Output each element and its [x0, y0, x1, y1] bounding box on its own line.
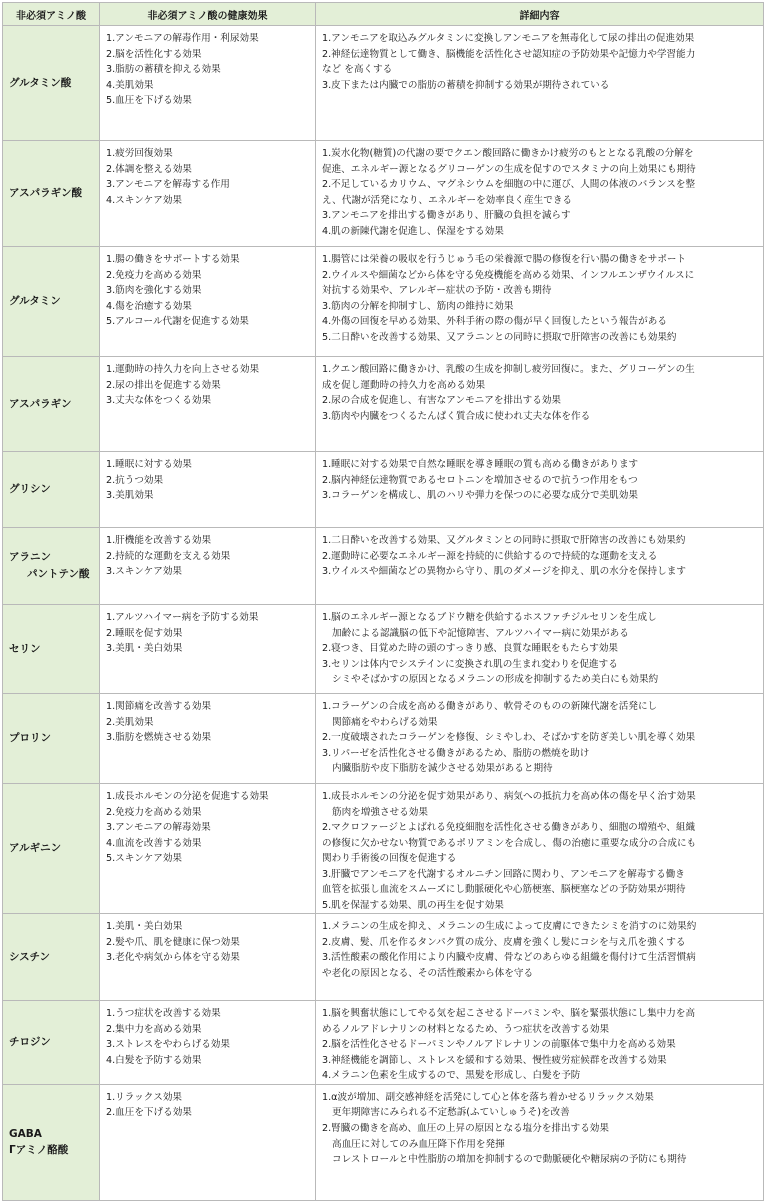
effect-item: 1.アンモニアの解毒作用・利尿効果: [106, 33, 259, 44]
effect-item: 2.髪や爪、肌を健康に保つ効果: [106, 936, 240, 948]
effect-item: 2.睡眠を促す効果: [106, 627, 183, 639]
detail-line: 3.アンモニアを排出する働きがあり、肝臓の負担を減らす: [322, 210, 571, 222]
effect-item: 4.白髪を予防する効果: [106, 1054, 202, 1066]
details-cell: [316, 247, 764, 357]
amino-acid-name-line: Γアミノ酪酸: [9, 1144, 69, 1157]
detail-line: 1.アンモニアを取込みグルタミンに変換しアンモニアを無毒化して尿の排出の促進効果: [322, 33, 695, 44]
details-cell: [316, 528, 764, 605]
header-amino-acid: 非必須アミノ酸: [3, 3, 100, 26]
amino-acid-name-line: グルタミン: [9, 295, 61, 308]
details-cell: [316, 141, 764, 247]
effect-item: 1.腸の働きをサポートする効果: [106, 254, 240, 265]
detail-line: え、代謝が活発になり、エネルギーを効率良く産生できる: [322, 194, 573, 206]
amino-acid-name-line: シスチン: [9, 950, 50, 963]
detail-line: 3.神経機能を調節し、ストレスを緩和する効果、慢性疲労症候群を改善する効果: [322, 1054, 667, 1066]
table-body: [3, 26, 764, 1201]
effect-item: 1.アルツハイマー病を予防する効果: [106, 612, 259, 623]
effect-item: 5.血圧を下げる効果: [106, 95, 192, 107]
effect-item: 3.脂肪の蓄積を抑える効果: [106, 64, 221, 76]
header-details: 詳細内容: [316, 3, 764, 26]
amino-acid-name: [3, 26, 100, 141]
effect-item: 2.持続的な運動を支える効果: [106, 550, 231, 562]
effect-item: 2.美肌効果: [106, 716, 154, 728]
details-cell: [316, 26, 764, 141]
detail-line: 3.皮下または内臓での脂肪の蓄積を抑制する効果が期待されている: [322, 79, 610, 91]
amino-acid-name: [3, 694, 100, 784]
amino-acid-name-line: アラニン: [9, 551, 51, 564]
amino-acid-name: [3, 605, 100, 694]
amino-acid-table: [2, 2, 764, 1201]
effect-item: 2.抗うつ効果: [106, 474, 164, 486]
detail-line: 3.筋肉の分解を抑制すし、筋肉の維持に効果: [322, 300, 514, 312]
details-cell: [316, 1084, 764, 1200]
table-row: [3, 26, 764, 141]
table-row: [3, 605, 764, 694]
detail-line: 高血圧に対してのみ血圧降下作用を発揮: [332, 1138, 505, 1150]
effect-item: 3.アンモニアを解毒する作用: [106, 179, 230, 191]
detail-line: 1.コラーゲンの合成を高める働きがあり、軟骨そのものの新陳代謝を活発にし: [322, 701, 658, 712]
table-row: [3, 528, 764, 605]
amino-acid-name-line: アルギニン: [9, 842, 62, 855]
health-effects-cell: [100, 26, 316, 141]
detail-line: 4.外傷の回復を早める効果、外科手術の際の傷が早く回復したという報告がある: [322, 316, 667, 328]
table-row: [3, 1001, 764, 1085]
effect-item: 2.体調を整える効果: [106, 163, 192, 175]
details-cell: [316, 1001, 764, 1085]
health-effects-cell: [100, 605, 316, 694]
detail-line: 2.マクロファージとよばれる免疫細胞を活性化させる働きがあり、細胞の増殖や、組織: [322, 822, 696, 834]
table-row: [3, 357, 764, 452]
amino-acid-name-line: プロリン: [9, 732, 51, 745]
effect-item: 1.肝機能を改善する効果: [106, 535, 212, 546]
detail-line: 2.腎臓の働きを高め、血圧の上昇の原因となる塩分を排出する効果: [322, 1122, 609, 1134]
detail-line: 3.リパーゼを活性化させる働きがあるため、脂肪の燃焼を助け: [322, 747, 590, 759]
amino-acid-name-line: アスパラギン: [9, 397, 72, 410]
detail-line: 3.活性酸素の酸化作用により内臓や皮膚、骨などのあらゆる組織を傷付けて生活習慣病: [322, 952, 696, 964]
effect-item: 2.尿の排出を促進する効果: [106, 379, 221, 391]
effect-item: 1.美肌・美白効果: [106, 921, 183, 933]
health-effects-cell: [100, 141, 316, 247]
detail-line: 2.脳を活性化させるドーパミンやノルアドレナリンの前駆体で集中力を高める効果: [322, 1039, 676, 1051]
effect-item: 1.睡眠に対する効果: [106, 459, 192, 470]
details-cell: [316, 357, 764, 452]
effect-item: 1.疲労回復効果: [106, 148, 173, 159]
detail-line: 2.寝つき、目覚めた時の頭のすっきり感、良質な睡眠をもたらす効果: [322, 643, 619, 655]
effect-item: 2.集中力を高める効果: [106, 1023, 202, 1035]
detail-line: コレストロールと中性脂肪の増加を抑制するので動脈硬化や糖尿病の予防にも期待: [332, 1154, 687, 1166]
health-effects-cell: [100, 914, 316, 1001]
health-effects-cell: [100, 784, 316, 914]
effect-item: 5.アルコール代謝を促進する効果: [106, 316, 249, 328]
effect-item: 3.美肌効果: [106, 490, 154, 502]
detail-line: の修復に欠かせない物質であるポリアミンを合成し、傷の治癒に重要な成分の合成にも: [322, 837, 697, 849]
detail-line: 1.腸管には栄養の吸収を行うじゅう毛の栄養源で腸の修復を行い腸の働きをサポート: [322, 254, 687, 265]
amino-acid-name: [3, 1001, 100, 1085]
table-row: [3, 1084, 764, 1200]
effect-item: 3.老化や病気から体を守る効果: [106, 952, 240, 964]
effect-item: 4.傷を治癒する効果: [106, 300, 192, 312]
detail-line: など を高くする: [322, 64, 393, 76]
effect-item: 2.血圧を下げる効果: [106, 1107, 192, 1119]
effect-item: 4.美肌効果: [106, 79, 154, 91]
effect-item: 1.リラックス効果: [106, 1091, 183, 1103]
amino-acid-name-line: セリン: [9, 642, 41, 655]
amino-acid-name: [3, 528, 100, 605]
details-cell: [316, 914, 764, 1001]
health-effects-cell: [100, 357, 316, 452]
detail-line: 1.メラニンの生成を抑え、メラニンの生成によって皮膚にできたシミを消すのに効果約: [322, 921, 697, 933]
detail-line: 2.不足しているカリウム、マグネシウムを細胞の中に運び、人間の体液のバランスを整: [322, 179, 696, 191]
effect-item: 4.血流を改善する効果: [106, 837, 202, 849]
detail-line: 4.メラニン色素を生成するので、黒髪を形成し、白髪を予防: [322, 1070, 581, 1082]
amino-acid-name: [3, 1084, 100, 1200]
detail-line: 2.ウイルスや細菌などから体を守る免疫機能を高める効果、インフルエンザウイルスに: [322, 269, 695, 281]
amino-acid-name-line: GABA: [9, 1127, 42, 1140]
effect-item: 1.運動時の持久力を向上させる効果: [106, 364, 260, 375]
effect-item: 3.筋肉を強化する効果: [106, 285, 202, 297]
detail-line: 3.肝臓でアンモニアを代謝するオルニチン回路に関わり、アンモニアを解毒する働き: [322, 868, 685, 880]
amino-acid-name-line: グルタミン酸: [9, 76, 72, 89]
detail-line: 対抗する効果や、アレルギー症状の予防・改善も期待: [322, 285, 552, 297]
detail-line: 3.筋肉や内臓をつくるたんぱく質合成に使われ丈夫な体を作る: [322, 410, 591, 422]
table-row: [3, 141, 764, 247]
effect-item: 1.成長ホルモンの分泌を促進する効果: [106, 791, 269, 802]
detail-line: 5.肌を保湿する効果、肌の再生を促す効果: [322, 899, 504, 911]
detail-line: 1.二日酔いを改善する効果、又グルタミンとの同時に摂取で肝障害の改善にも効果約: [322, 535, 686, 546]
detail-line: めるノルアドレナリンの材料となるため、うつ症状を改善する効果: [322, 1023, 610, 1035]
details-cell: [316, 452, 764, 528]
amino-acid-name: [3, 141, 100, 247]
table-row: [3, 914, 764, 1001]
amino-acid-name-line: グリシン: [9, 483, 51, 496]
detail-line: 4.肌の新陳代謝を促進し、保湿をする効果: [322, 225, 504, 237]
detail-line: 1.α波が増加、副交感神経を活発にして心と体を落ち着かせるリラックス効果: [322, 1091, 654, 1103]
detail-line: 2.皮膚、髪、爪を作るタンパク質の成分、皮膚を強くし髪にコシを与え爪を強くする: [322, 936, 686, 948]
detail-line: 2.尿の合成を促進し、有害なアンモニアを排出する効果: [322, 395, 562, 407]
effect-item: 2.免疫力を高める効果: [106, 806, 202, 818]
detail-line: 筋肉を増強させる効果: [332, 806, 428, 818]
amino-acid-name: [3, 784, 100, 914]
effect-item: 3.丈夫な体をつくる効果: [106, 395, 212, 407]
detail-line: 関節痛をやわらげる効果: [332, 716, 438, 728]
detail-line: 内臓脂肪や皮下脂肪を減少させる効果があると期待: [332, 763, 553, 775]
amino-acid-name: [3, 452, 100, 528]
health-effects-cell: [100, 1084, 316, 1200]
table-row: [3, 452, 764, 528]
details-cell: [316, 784, 764, 914]
header-health-effects: 非必須アミノ酸の健康効果: [100, 3, 316, 26]
effect-item: 3.脂肪を燃焼させる効果: [106, 732, 212, 744]
health-effects-cell: [100, 694, 316, 784]
health-effects-cell: [100, 528, 316, 605]
table-row: [3, 784, 764, 914]
effect-item: 2.免疫力を高める効果: [106, 269, 202, 281]
effect-item: 4.スキンケア効果: [106, 194, 183, 206]
detail-line: 1.炭水化物(糖質)の代謝の要でクエン酸回路に働きかけ疲労のもととなる乳酸の分解を: [322, 148, 694, 159]
detail-line: シミやそばかすの原因となるメラニンの形成を抑制するため美白にも効果約: [332, 674, 659, 686]
effect-item: 2.脳を活性化する効果: [106, 48, 202, 60]
effect-item: 3.美肌・美白効果: [106, 643, 183, 655]
health-effects-cell: [100, 1001, 316, 1085]
amino-acid-name-line: チロジン: [9, 1036, 51, 1049]
amino-acid-name-line: パントテン酸: [27, 568, 90, 580]
detail-line: 1.脳のエネルギー源となるブドウ糖を供給するホスファチジルセリンを生成し: [322, 612, 657, 623]
details-cell: [316, 605, 764, 694]
effect-item: 3.スキンケア効果: [106, 566, 183, 578]
detail-line: 2.運動時に必要なエネルギー源を持続的に供給するので持続的な運動を支える: [322, 550, 658, 562]
detail-line: 3.ウイルスや細菌などの異物から守り、肌のダメージを抑え、肌の水分を保持します: [322, 566, 686, 578]
detail-line: 1.クエン酸回路に働きかけ、乳酸の生成を抑制し疲労回復に。また、グリコーゲンの生: [322, 364, 695, 375]
detail-line: 3.セリンは体内でシステインに変換され肌の生まれ変わりを促進する: [322, 658, 618, 670]
detail-line: 血管を拡張し血流をスムーズにし動脈硬化や心筋梗塞、脳梗塞などの予防効果が期待: [322, 884, 686, 896]
health-effects-cell: [100, 452, 316, 528]
detail-line: や老化の原因となる、その活性酸素から体を守る: [322, 967, 534, 979]
amino-acid-name: [3, 914, 100, 1001]
detail-line: 2.一度破壊されたコラーゲンを修復、シミやしわ、そばかすを防ぎ美しい肌を導く効果: [322, 732, 696, 744]
detail-line: 1.脳を興奮状態にしてやる気を起こさせるドーパミンや、脳を緊張状態にし集中力を高: [322, 1008, 696, 1020]
table-row: [3, 247, 764, 357]
detail-line: 成を促し運動時の持久力を高める効果: [322, 379, 486, 391]
effect-item: 1.うつ症状を改善する効果: [106, 1008, 221, 1020]
detail-line: 2.神経伝達物質として働き、脳機能を活性化させ認知症の予防効果や記憶力や学習能力: [322, 48, 696, 60]
details-cell: [316, 694, 764, 784]
detail-line: 3.コラーゲンを構成し、肌のハリや弾力を保つのに必要な成分で美肌効果: [322, 490, 638, 502]
amino-acid-name: [3, 247, 100, 357]
table-row: [3, 694, 764, 784]
amino-acid-name: [3, 357, 100, 452]
table-header-row: [3, 3, 764, 26]
detail-line: 1.睡眠に対する効果で自然な睡眠を導き睡眠の質も高める働きがあります: [322, 459, 639, 470]
amino-acid-name-line: アスパラギン酸: [9, 187, 82, 200]
effect-item: 1.関節痛を改善する効果: [106, 701, 212, 712]
detail-line: 促進、エネルギー源となるグリコーゲンの生成を促すのでスタミナの向上効果にも期待: [322, 163, 696, 175]
detail-line: 5.二日酔いを改善する効果、又アラニンとの同時に摂取で肝障害の改善にも効果約: [322, 331, 677, 343]
detail-line: 加齢による認識脳の低下や記憶障害、アルツハイマー病に効果がある: [332, 627, 629, 639]
detail-line: 1.成長ホルモンの分泌を促す効果があり、病気への抵抗力を高め体の傷を早く治す効果: [322, 791, 696, 802]
detail-line: 関わり手術後の回復を促進する: [322, 853, 457, 865]
effect-item: 3.ストレスをやわらげる効果: [106, 1039, 230, 1051]
health-effects-cell: [100, 247, 316, 357]
detail-line: 更年期障害にみられる不定愁訴(ふていしゅうそ)を改善: [332, 1107, 570, 1119]
detail-line: 2.脳内神経伝達物質であるセロトニンを増加させるので抗うつ作用をもつ: [322, 474, 638, 486]
effect-item: 5.スキンケア効果: [106, 853, 183, 865]
effect-item: 3.アンモニアの解毒効果: [106, 822, 211, 834]
